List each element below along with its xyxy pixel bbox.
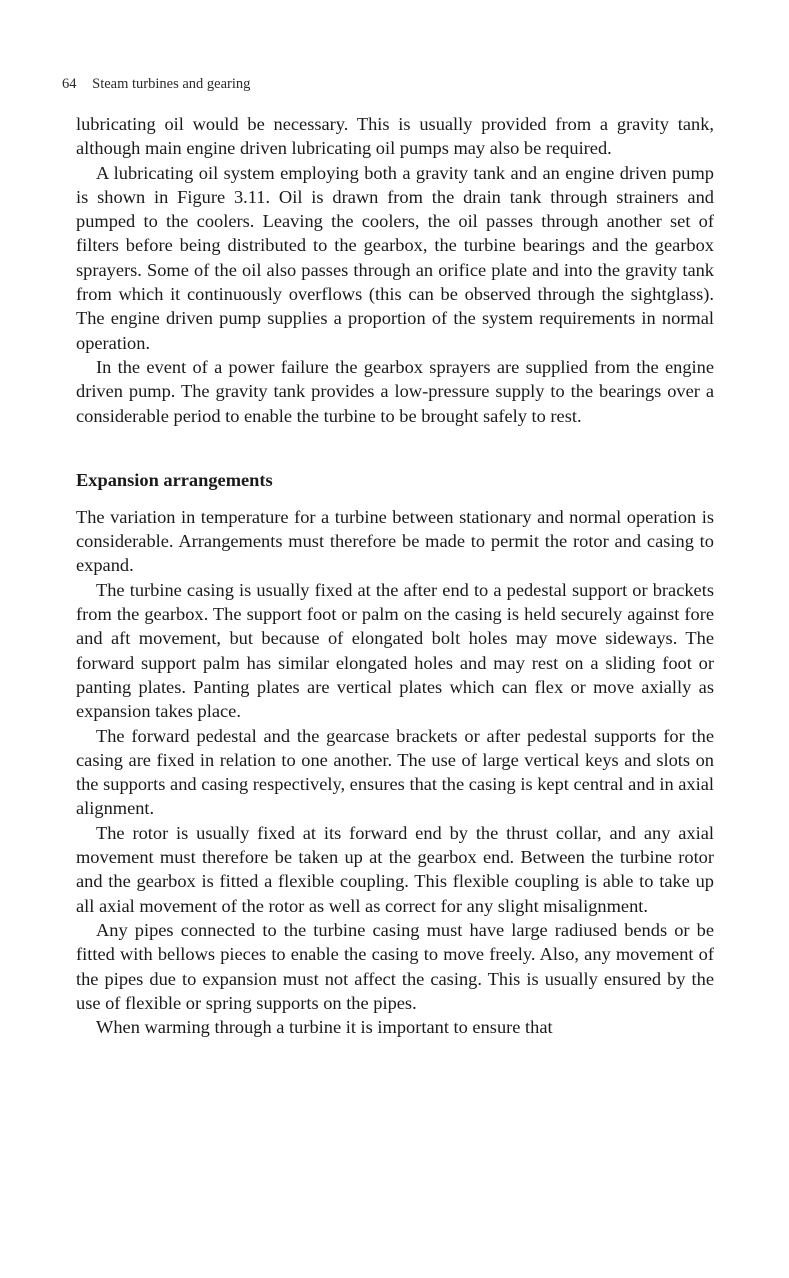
section-heading: Expansion arrangements bbox=[76, 469, 273, 490]
body-text bbox=[76, 112, 714, 1039]
paragraph: The turbine casing is usually fixed at the after end to a pedestal support or brackets from the gearbox. The support foot or palm on the casing is held securely against fore and aft movement, but because of elongated bolt holes may move sideways. The forward support palm has similar elongated holes and may rest on a sliding foot or panting plates. Panting plates are vertical plates which can flex or move axially as expansion takes place. bbox=[76, 579, 714, 722]
paragraph: lubricating oil would be necessary. This is usually provided from a gravity tank, although main engine driven lubricating oil pumps may also be required. bbox=[76, 114, 714, 159]
paragraph: The variation in temperature for a turbine between stationary and normal operation is considerable. Arrangements must therefore be made to permit the rotor and casing to expand. bbox=[76, 506, 714, 576]
running-header bbox=[62, 76, 250, 93]
paragraph: Any pipes connected to the turbine casing must have large radiused bends or be fitted with bellows pieces to enable the casing to move freely. Also, any movement of the pipes due to expansion must not affect the casing. This is usually ensured by the use of flexible or spring supports on the pipes. bbox=[76, 919, 714, 1013]
paragraph: In the event of a power failure the gearbox sprayers are supplied from the engine driven pump. The gravity tank provides a low-pressure supply to the bearings over a considerable period to enable the turbine to be brought safely to rest. bbox=[76, 356, 714, 426]
paragraph: The forward pedestal and the gearcase brackets or after pedestal supports for the casing are fixed in relation to one another. The use of large vertical keys and slots on the supports and casing respectively, ensures that the casing is kept central and in axial alignment. bbox=[76, 725, 714, 819]
page-number: 64 bbox=[62, 76, 77, 92]
paragraph: The rotor is usually fixed at its forward end by the thrust collar, and any axial movement must therefore be taken up at the gearbox end. Between the turbine rotor and the gearbox is fitted a flexible coupling. This flexible coupling is able to take up all axial movement of the rotor as well as correct for any slight misalignment. bbox=[76, 822, 714, 916]
paragraph: When warming through a turbine it is important to ensure that bbox=[96, 1017, 553, 1038]
paragraph: A lubricating oil system employing both a gravity tank and an engine driven pump is shown in Figure 3.11. Oil is drawn from the drain tank through strainers and pumped to the coolers. Leaving the coolers, the oil passes through another set of filters before being distributed to the gearbox, the turbine bearings and the gearbox sprayers. Some of the oil also passes through an orifice plate and into the gravity tank from which it continuously overflows (this can be observed through the sightglass). The engine driven pump supplies a proportion of the system requirements in normal operation. bbox=[76, 162, 714, 353]
running-title: Steam turbines and gearing bbox=[92, 76, 251, 92]
